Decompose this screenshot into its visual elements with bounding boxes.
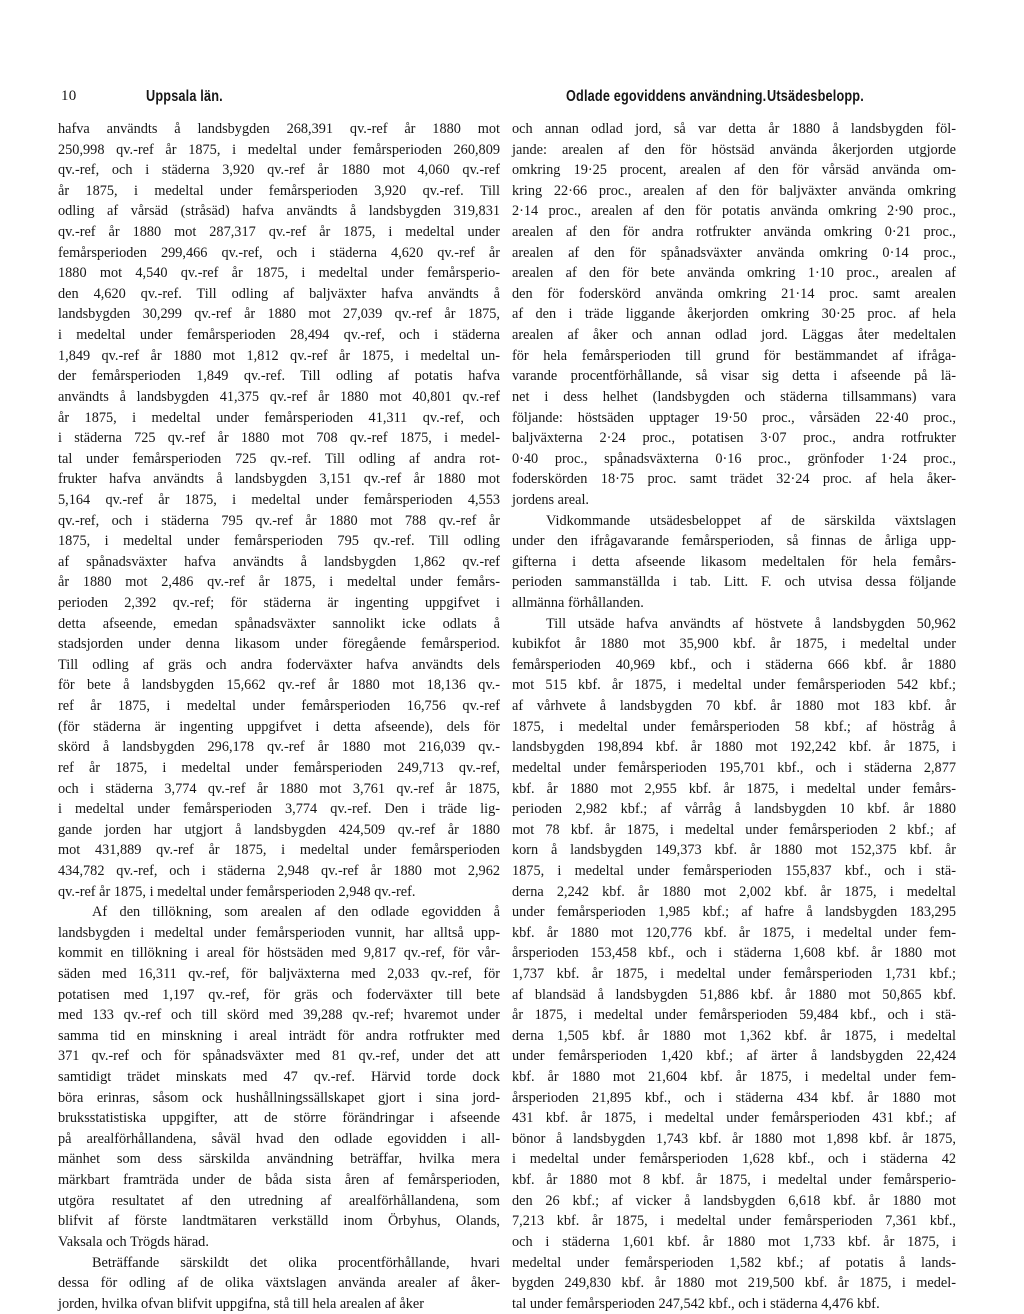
- text-line: foderskörden 18·75 proc. samt trädet 32·24 proc. af hela åker-: [512, 471, 956, 488]
- text-line: der femårsperioden 1,849 qv.-ref. Till odling af potatis hafva: [58, 368, 500, 385]
- left-text-column: [58, 119, 500, 1314]
- text-line: årsperioden 153,458 kbf., och i städerna 1,608 kbf. år 1880 mot: [512, 945, 956, 962]
- text-line: tal under femårsperioden 725 qv.-ref. Till odling af andra rot-: [58, 450, 500, 467]
- text-line: perioden sammanställda i tab. Litt. F. och utvisa dessa följande: [512, 574, 956, 591]
- text-line: medeltal under femårsperioden 195,701 kbf., och i städerna 2,877: [512, 759, 956, 776]
- text-line: baljväxterna 2·24 proc., potatisen 3·07 proc., andra rotfrukter: [512, 430, 956, 447]
- text-line: säden med 16,311 qv.-ref, för baljväxterna med 2,033 qv.-ref, för: [58, 965, 500, 982]
- text-line: perioden 2,392 qv.-ref; för städerna är ingenting uppgifvet i: [58, 595, 500, 612]
- text-line: under femårsperioden 1,985 kbf.; af hafre å landsbygden 183,295: [512, 904, 956, 921]
- text-line: kbf. år 1880 mot 2,955 kbf. år 1875, i medeltal under femårs-: [512, 780, 956, 797]
- text-line: qv.-ref, och i städerna 795 qv.-ref år 1880 mot 788 qv.-ref år: [58, 512, 500, 529]
- text-line: ref år 1875, i medeltal under femårsperioden 16,756 qv.-ref: [58, 698, 500, 715]
- text-line: gande jorden har utgjort å landsbygden 424,509 qv.-ref år 1880: [58, 821, 500, 838]
- text-line: och annan odlad jord, så var detta år 1880 å landsbygden föl-: [512, 121, 956, 137]
- text-line: korn å landsbygden 149,373 kbf. år 1880 mot 152,375 kbf. år: [512, 842, 956, 859]
- text-line: ref år 1875, i medeltal under femårsperioden 249,713 qv.-ref,: [58, 759, 500, 776]
- text-line: 250,998 qv.-ref år 1875, i medeltal under femårsperioden 260,809: [58, 141, 500, 158]
- text-line: 434,782 qv.-ref, och i städerna 2,948 qv.-ref år 1880 mot 2,962: [58, 862, 500, 879]
- text-line: 1,849 qv.-ref år 1880 mot 1,812 qv.-ref år 1875, i medeltal un-: [58, 347, 500, 364]
- text-line: 1,737 kbf. år 1875, i medeltal under femårsperioden 1,731 kbf.;: [512, 965, 956, 982]
- running-title-left: Uppsala län.: [146, 88, 223, 105]
- text-line: perioden 2,982 kbf.; af vårråg å landsbygden 10 kbf. år 1880: [512, 801, 956, 818]
- right-text-column: [512, 119, 956, 1314]
- text-line: den 4,620 qv.-ref. Till odling af baljväxter hafva användts å: [58, 285, 500, 302]
- text-line: den 26 kbf.; af vicker å landsbygden 6,618 kbf. år 1880 mot: [512, 1192, 956, 1209]
- text-line: i städerna 725 qv.-ref år 1880 mot 708 qv.-ref 1875, i medel-: [58, 430, 500, 447]
- text-line: 0·40 proc., spånadsväxterna 0·16 proc., grönfoder 1·24 proc.,: [512, 450, 956, 467]
- text-line: Vaksala och Trögds härad.: [58, 1233, 209, 1250]
- text-line: af vårhvete å landsbygden 70 kbf. år 1880 mot 183 kbf. år: [512, 698, 956, 715]
- text-line: af spånadsväxter hafva användts å landsbygden 1,862 qv.-ref: [58, 553, 500, 570]
- text-line: mot 431,889 qv.-ref år 1875, i medeltal under femårsperioden: [58, 842, 500, 859]
- text-line: i medeltal under femårsperioden 3,774 qv.-ref. Den i träde lig-: [58, 801, 500, 818]
- text-line: mot 515 kbf. år 1875, i medeltal under femårsperioden 542 kbf.;: [512, 677, 956, 694]
- text-line: arealen af åker och annan odlad jord. Läggas åter medeltalen: [512, 327, 956, 344]
- text-line: samma tid en minskning i areal inträdt för andra rotfrukter med: [58, 1027, 500, 1044]
- running-subtitle-right: Utsädesbelopp.: [767, 88, 864, 105]
- text-line: för hela femårsperioden till grund för bestämmandet af ifråga-: [512, 347, 956, 364]
- text-line: jordens areal.: [512, 491, 590, 508]
- running-title-right: Odlade egoviddens användning.: [566, 88, 767, 105]
- text-line: under femårsperioden 1,420 kbf.; af ärter å landsbygden 22,424: [512, 1048, 956, 1065]
- text-line: medeltal under femårsperioden 1,582 kbf.; af potatis å lands-: [512, 1254, 956, 1271]
- text-line: 1875, i medeltal under femårsperioden 58 kbf.; af höstråg å: [512, 718, 956, 735]
- text-line: år 1875, i medeltal under femårsperioden 3,920 qv.-ref. Till: [58, 182, 500, 199]
- text-line: kring 22·66 proc., arealen af den för baljväxter använda omkring: [512, 182, 956, 199]
- text-line: mänhet som dess särskilda användning beträffar, hvilka mera: [58, 1151, 500, 1168]
- text-line: allmänna förhållanden.: [512, 595, 644, 612]
- text-line: under den ifrågavarande femårsperioden, så finnas de årliga upp-: [512, 533, 956, 550]
- text-line: Till odling af gräs och andra foderväxter hafva användts dels: [58, 656, 500, 673]
- text-line: detta afseende, emedan spånadsväxter sannolikt icke odlats å: [58, 615, 500, 632]
- text-line: potatisen med 1,197 qv.-ref, för gräs och foderväxter till bete: [58, 986, 500, 1003]
- text-line: arealen af den för andra rotfrukter använda omkring 0·21 proc.,: [512, 224, 956, 241]
- text-line: 5,164 qv.-ref år 1875, i medeltal under femårsperioden 4,553: [58, 491, 500, 508]
- text-line: kubikfot år 1880 mot 35,900 kbf. år 1875, i medeltal under: [512, 636, 956, 653]
- text-line: årsperioden 21,895 kbf., och i städerna 434 kbf. år 1880 mot: [512, 1089, 956, 1106]
- page-number: 10: [61, 88, 77, 104]
- text-line: märkbart framträda under de båda sista åren af femårsperioden,: [58, 1172, 500, 1189]
- text-line: blifvit af förste landtmätaren verkställd inom Örbyhus, Olands,: [58, 1213, 500, 1230]
- text-line: för bete å landsbygden 15,662 qv.-ref år 1880 mot 18,136 qv.-: [58, 677, 500, 694]
- text-line: bruksstatistiska uppgifter, att de större förändringar i afseende: [58, 1110, 500, 1127]
- text-line: frukter hafva användts å landsbygden 3,151 qv.-ref år 1880 mot: [58, 471, 500, 488]
- text-line: bygden 249,830 kbf. år 1880 mot 219,500 kbf. år 1875, i medel-: [512, 1275, 956, 1292]
- text-line: derna 2,242 kbf. år 1880 mot 2,002 kbf. år 1875, i medeltal: [512, 883, 956, 900]
- text-line: 1875, i medeltal under femårsperioden 155,837 kbf., och i stä-: [512, 862, 956, 879]
- text-line: kbf. år 1880 mot 120,776 kbf. år 1875, i medeltal under fem-: [512, 924, 956, 941]
- text-line: på arealförhållandena, såväl hvad den odlade egovidden i all-: [58, 1130, 500, 1147]
- text-line: Vidkommande utsädesbeloppet af de särskilda växtslagen: [546, 512, 956, 529]
- text-line: böra erinras, såsom ock hushållningssällskapet gjort i sina jord-: [58, 1089, 500, 1106]
- text-line: i medeltal under femårsperioden 1,628 kbf., och i städerna 42: [512, 1151, 956, 1168]
- text-line: 1875, i medeltal under femårsperioden 795 qv.-ref. Till odling: [58, 533, 500, 550]
- text-line: användts å landsbygden 41,375 qv.-ref år 1880 mot 40,801 qv.-ref: [58, 388, 500, 405]
- text-line: 431 kbf. år 1875, i medeltal under femårsperioden 431 kbf.; af: [512, 1110, 956, 1127]
- text-line: femårsperioden 40,969 kbf., och i städerna 666 kbf. år 1880: [512, 656, 956, 673]
- text-line: utgöra resultatet af den utredning af arealförhållandena, som: [58, 1192, 500, 1209]
- text-line: gifterna i detta afseende likasom medeltalen för hela femårs-: [512, 553, 956, 570]
- text-line: kbf. år 1880 mot 21,604 kbf. år 1875, i medeltal under fem-: [512, 1069, 956, 1086]
- text-line: qv.-ref år 1880 mot 287,317 qv.-ref år 1875, i medeltal under: [58, 224, 500, 241]
- text-line: hafva användts å landsbygden 268,391 qv.-ref år 1880 mot: [58, 121, 500, 137]
- text-line: med 133 qv.-ref och till skörd med 39,288 qv.-ref; hvaremot under: [58, 1007, 500, 1024]
- text-line: af blandsäd å landsbygden 51,886 kbf. år 1880 mot 50,865 kbf.: [512, 986, 956, 1003]
- text-line: femårsperioden 299,466 qv.-ref, och i städerna 4,620 qv.-ref år: [58, 244, 500, 261]
- text-line: arealen af den för bete använda omkring 1·10 proc., arealen af: [512, 265, 956, 282]
- text-line: af den i träde liggande åkerjorden omkring 30·25 proc. af hela: [512, 306, 956, 323]
- text-line: jande: arealen af den för höstsäd använda åkerjorden utgjorde: [512, 141, 956, 158]
- text-line: dessa för odling af de olika växtslagen använda arealer af åker-: [58, 1275, 500, 1292]
- text-line: arealen af den för spånadsväxter använda omkring 0·14 proc.,: [512, 244, 956, 261]
- text-line: 7,213 kbf. år 1875, i medeltal under femårsperioden 7,361 kbf.,: [512, 1213, 956, 1230]
- text-line: landsbygden 30,299 qv.-ref år 1880 mot 27,039 qv.-ref år 1875,: [58, 306, 500, 323]
- text-line: följande: höstsäden upptager 19·50 proc., vårsäden 22·40 proc.,: [512, 409, 956, 426]
- text-line: den för foderskörd använda omkring 21·14 proc. samt arealen: [512, 285, 956, 302]
- text-line: (för städerna är ingenting uppgifvet i detta afseende), dels för: [58, 718, 500, 735]
- text-line: landsbygden i medeltal under femårsperioden vunnit, har alltså upp-: [58, 924, 500, 941]
- text-line: varande procentförhållande, så visar sig detta i afseende på lä-: [512, 368, 956, 385]
- text-line: qv.-ref år 1875, i medeltal under femårsperioden 2,948 qv.-ref.: [58, 883, 416, 900]
- text-line: Af den tillökning, som arealen af den odlade egovidden å: [92, 904, 500, 921]
- text-line: jorden, hvilka ofvan blifvit uppgifna, stå till hela arealen af åker: [58, 1295, 425, 1312]
- text-line: Beträffande särskildt det olika procentförhållande, hvari: [92, 1254, 500, 1271]
- text-line: Till utsäde hafva användts af höstvete å landsbygden 50,962: [546, 615, 956, 632]
- text-line: i medeltal under femårsperioden 28,494 qv.-ref, och i städerna: [58, 327, 500, 344]
- text-line: omkring 19·25 procent, arealen af den för vårsäd använda om-: [512, 162, 956, 179]
- text-line: kommit en tillökning i areal för höstsäden med 9,817 qv.-ref, för vår-: [58, 945, 500, 962]
- text-line: 371 qv.-ref och för spånadsväxter med 81 qv.-ref, under det att: [58, 1048, 500, 1065]
- text-line: net i dess helhet (landsbygden och städerna tillsammans) vara: [512, 388, 956, 405]
- text-line: mot 78 kbf. år 1875, i medeltal under femårsperioden 2 kbf.; af: [512, 821, 956, 838]
- text-line: tal under femårsperioden 247,542 kbf., och i städerna 4,476 kbf.: [512, 1295, 880, 1312]
- text-line: samtidigt trädet minskats med 47 qv.-ref. Härvid torde dock: [58, 1069, 500, 1086]
- text-line: år 1875, i medeltal under femårsperioden 59,484 kbf., och i stä-: [512, 1007, 956, 1024]
- text-line: kbf. år 1880 mot 8 kbf. år 1875, i medeltal under femårsperio-: [512, 1172, 956, 1189]
- text-line: derna 1,505 kbf. år 1880 mot 1,362 kbf. år 1875, i medeltal: [512, 1027, 956, 1044]
- text-line: och i städerna 1,601 kbf. år 1880 mot 1,733 kbf. år 1875, i: [512, 1233, 956, 1250]
- text-line: 2·14 proc., arealen af den för potatis använda omkring 2·90 proc.,: [512, 203, 956, 220]
- text-line: stadsjorden under denna likasom under föregående femårsperiod.: [58, 636, 500, 653]
- text-line: och i städerna 3,774 qv.-ref år 1880 mot 3,761 qv.-ref år 1875,: [58, 780, 500, 797]
- text-line: år 1875, i medeltal under femårsperioden 41,311 qv.-ref, och: [58, 409, 500, 426]
- text-line: skörd å landsbygden 296,178 qv.-ref år 1880 mot 216,039 qv.-: [58, 739, 500, 756]
- text-line: bönor å landsbygden 1,743 kbf. år 1880 mot 1,898 kbf. år 1875,: [512, 1130, 956, 1147]
- text-line: landsbygden 198,894 kbf. år 1880 mot 192,242 kbf. år 1875, i: [512, 739, 956, 756]
- text-line: qv.-ref, och i städerna 3,920 qv.-ref år 1880 mot 4,060 qv.-ref: [58, 162, 500, 179]
- text-line: 1880 mot 4,540 qv.-ref år 1875, i medeltal under femårsperio-: [58, 265, 500, 282]
- text-line: år 1880 mot 2,486 qv.-ref år 1875, i medeltal under femårs-: [58, 574, 500, 591]
- text-line: odling af vårsäd (stråsäd) hafva användts å landsbygden 319,831: [58, 203, 500, 220]
